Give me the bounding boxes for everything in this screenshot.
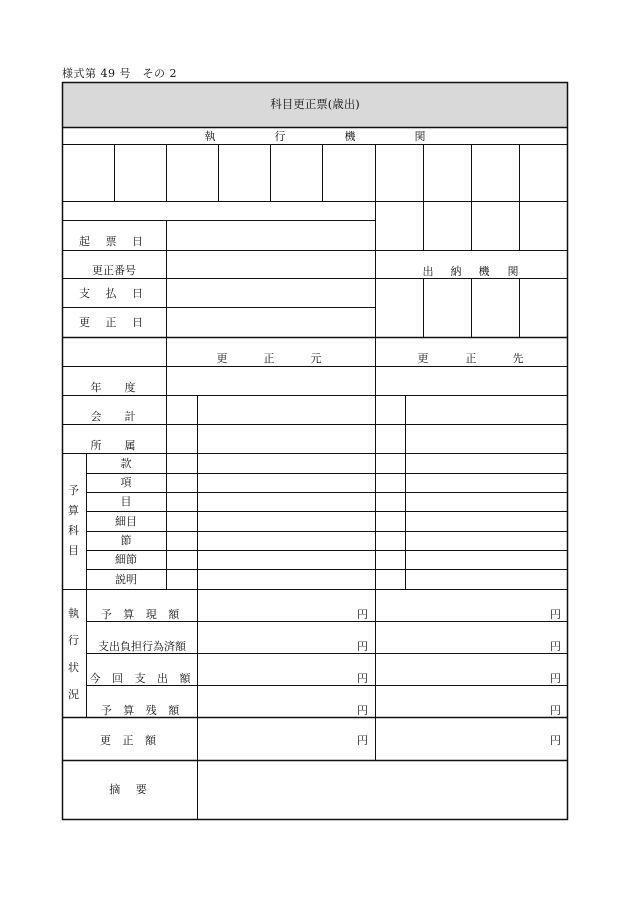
execution-status-char-4: 況 [68,688,79,701]
budget-item-setsu: 節 [120,534,132,547]
execution-status-char-3: 状 [68,661,79,674]
budget-item-moku: 目 [120,495,132,508]
executing-agency-char-1: 執 [204,130,216,143]
payment-date-label: 支 払 日 [79,287,149,300]
account-label: 会 計 [90,410,142,423]
form-title: 科目更正票(歳出) [270,97,360,111]
destination-char-3: 先 [512,352,524,365]
yen-unit-dest-3: 円 [550,672,561,685]
destination-char-2: 正 [465,352,477,365]
executing-agency-char-4: 関 [414,130,426,143]
budget-item-saisetsu: 細節 [115,553,137,566]
budget-category-char-1: 予 [68,484,79,497]
source-char-2: 正 [263,352,275,365]
summary-label: 摘 要 [109,783,153,796]
fiscal-year-label: 年 度 [90,381,142,394]
source-char-3: 元 [310,352,322,365]
executing-agency-char-3: 機 [344,130,356,143]
cashier-agency-char-1: 出 [422,265,434,278]
yen-unit-source-4: 円 [357,704,368,717]
execution-status-char-2: 行 [68,634,79,647]
cashier-agency-char-4: 関 [507,265,519,278]
budget-category-char-2: 算 [68,504,79,517]
correction-amount-label: 更 正 額 [100,734,160,747]
committed-amount-label: 支出負担行為済額 [98,640,186,653]
cashier-agency-char-3: 機 [478,265,490,278]
correction-number-label: 更正番号 [92,264,136,277]
budget-item-saimoku: 細目 [115,515,137,528]
issue-date-label: 起 票 日 [79,235,149,248]
department-label: 所 属 [90,439,142,452]
budget-remaining-label: 予 算 残 額 [100,704,184,717]
destination-char-1: 更 [417,352,429,365]
yen-unit-dest-4: 円 [550,704,561,717]
executing-agency-char-2: 行 [274,130,286,143]
execution-status-char-1: 執 [68,607,79,620]
budget-item-explanation: 説明 [115,573,137,586]
budget-category-char-4: 目 [68,544,79,557]
yen-unit-source-5: 円 [357,734,368,747]
source-char-1: 更 [216,352,228,365]
budget-current-amount-label: 予 算 現 額 [100,608,184,621]
yen-unit-source-2: 円 [357,640,368,653]
yen-unit-dest-5: 円 [550,734,561,747]
budget-item-kou: 項 [120,476,132,489]
budget-category-char-3: 科 [68,524,79,537]
current-payment-label: 今 回 支 出 額 [89,672,195,685]
cashier-agency-char-2: 納 [450,265,462,278]
budget-item-kan: 款 [120,457,132,470]
yen-unit-dest-1: 円 [550,608,561,621]
yen-unit-dest-2: 円 [550,640,561,653]
yen-unit-source-1: 円 [357,608,368,621]
form-number: 様式第 49 号 その 2 [62,67,177,80]
correction-date-label: 更 正 日 [79,316,149,329]
yen-unit-source-3: 円 [357,672,368,685]
